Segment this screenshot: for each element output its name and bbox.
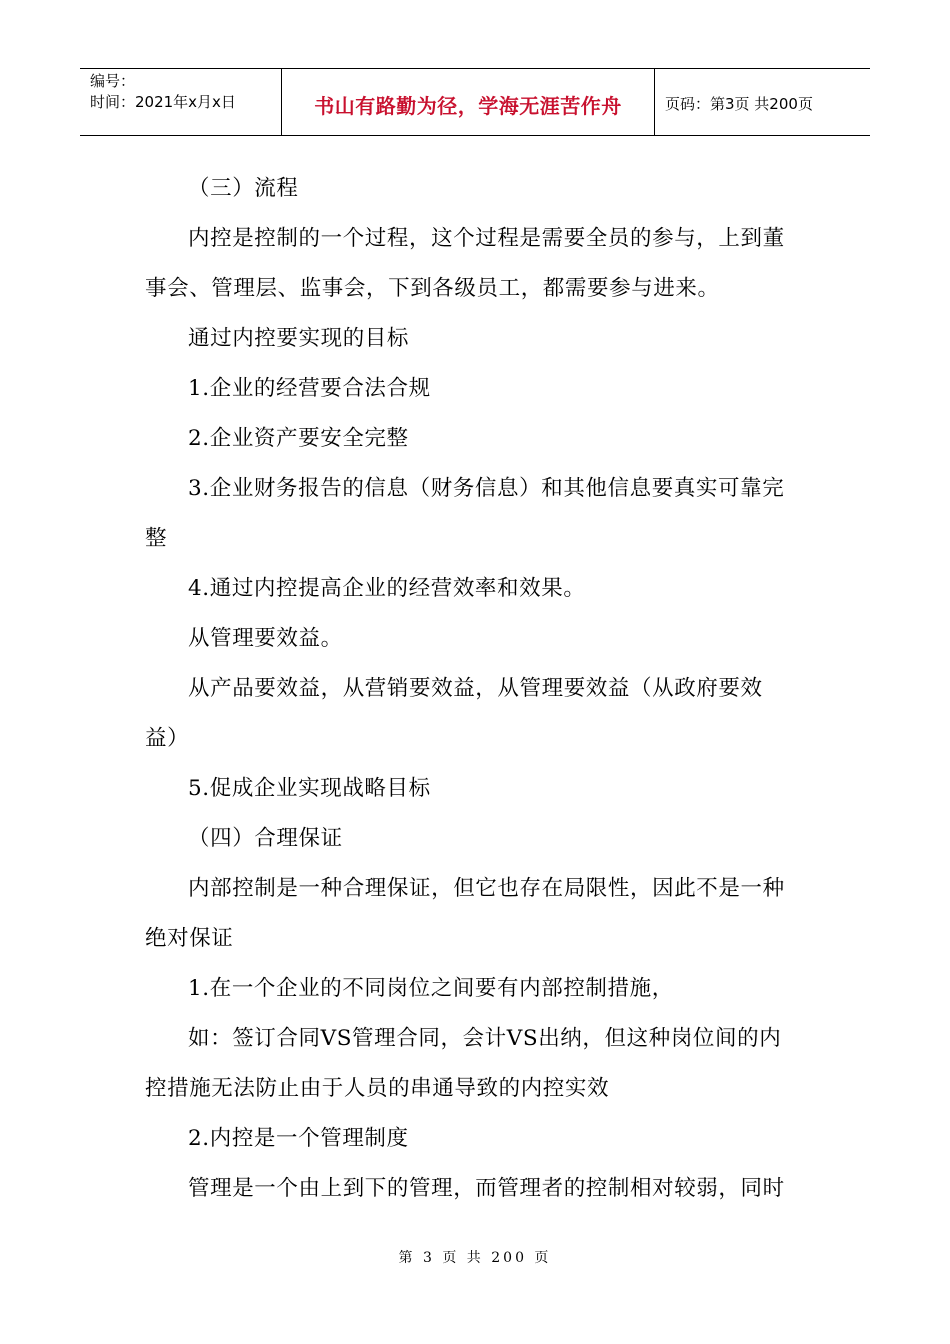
header-meta-cell (80, 69, 282, 135)
list-item-continuation: 整 (145, 526, 168, 551)
paragraph-line: 管理是一个由上到下的管理，而管理者的控制相对较弱，同时 (188, 1176, 785, 1201)
paragraph-line: 从管理要效益。 (188, 626, 343, 651)
list-item: 1.企业的经营要合法合规 (188, 376, 431, 401)
section-heading-assurance: （四）合理保证 (188, 826, 343, 851)
list-item: 4.通过内控提高企业的经营效率和效果。 (188, 576, 586, 601)
paragraph-line: 内控是控制的一个过程，这个过程是需要全员的参与，上到董 (188, 226, 785, 251)
page-footer: 第 3 页 共 200 页 (398, 1250, 552, 1266)
document-number-label: 编号： (90, 72, 136, 90)
paragraph-line: 内部控制是一种合理保证，但它也存在局限性，因此不是一种 (188, 876, 785, 901)
paragraph-line: 事会、管理层、监事会，下到各级员工，都需要参与进来。 (145, 276, 720, 301)
paragraph-line: 控措施无法防止由于人员的串通导致的内控实效 (145, 1076, 610, 1101)
paragraph-line: 益） (145, 726, 190, 751)
list-item: 1.在一个企业的不同岗位之间要有内部控制措施， (188, 976, 674, 1001)
paragraph-line: 绝对保证 (145, 926, 234, 951)
document-time-label: 时间：2021年x月x日 (90, 93, 236, 111)
paragraph-line: 从产品要效益，从营销要效益，从管理要效益（从政府要效 (188, 676, 763, 701)
header-motto: 书山有路勤为径，学海无涯苦作舟 (282, 69, 655, 135)
list-item: 2.企业资产要安全完整 (188, 426, 409, 451)
paragraph-line: 如：签订合同VS管理合同，会计VS出纳，但这种岗位间的内 (188, 1026, 782, 1051)
header-page-info: 页码：第3页 共200页 (665, 94, 813, 113)
paragraph-line: 通过内控要实现的目标 (188, 326, 410, 351)
section-heading-process: （三）流程 (188, 176, 299, 201)
list-item: 2.内控是一个管理制度 (188, 1126, 409, 1151)
list-item: 3.企业财务报告的信息（财务信息）和其他信息要真实可靠完 (188, 476, 785, 501)
document-header (80, 68, 870, 136)
list-item: 5.促成企业实现战略目标 (188, 776, 431, 801)
